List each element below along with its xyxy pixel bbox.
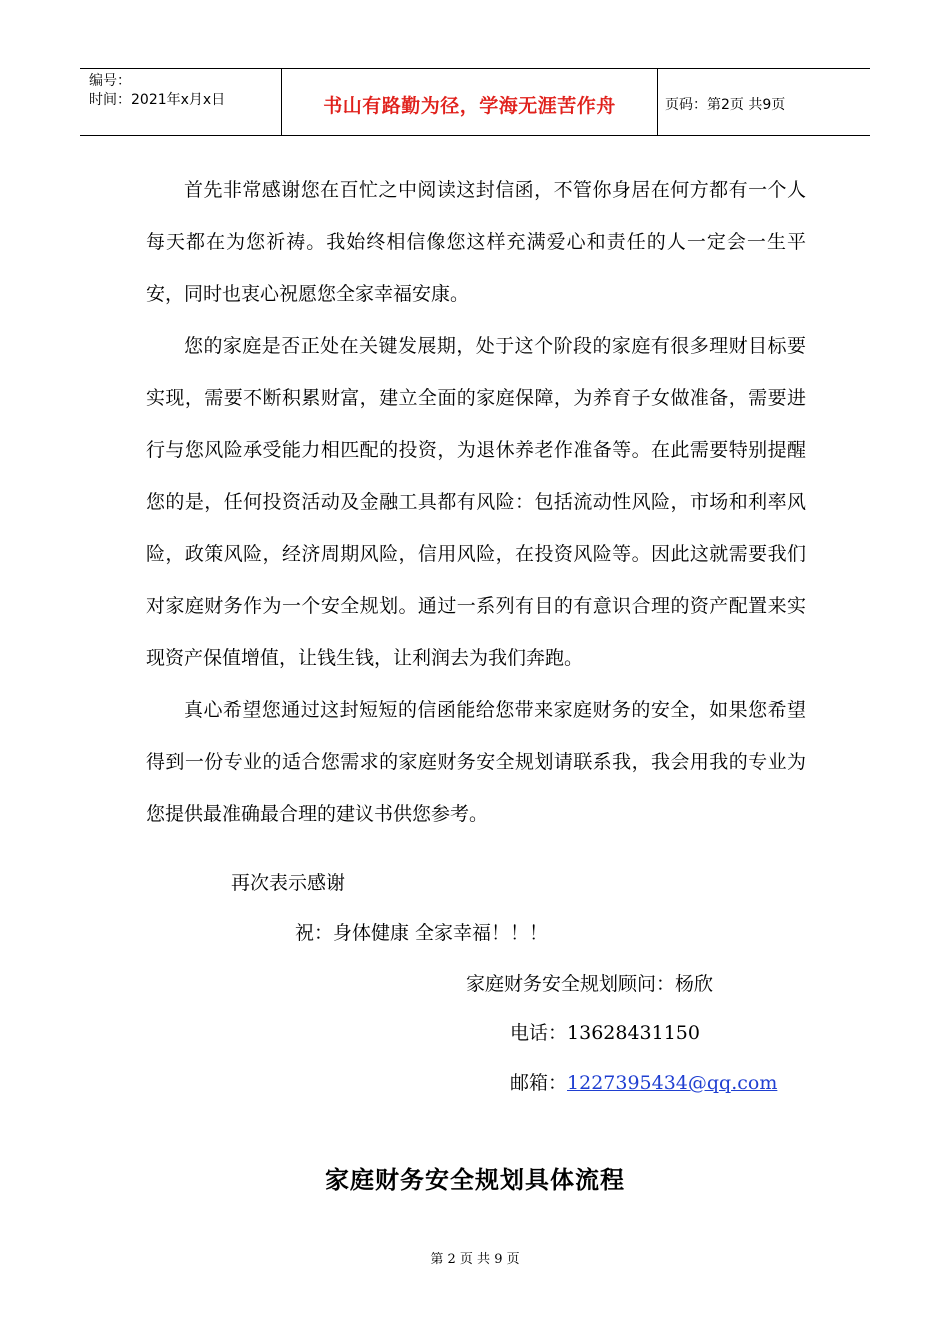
email-line bbox=[510, 1070, 777, 1096]
paragraph-1: 首先非常感谢您在百忙之中阅读这封信函，不管你身居在何方都有一个人每天都在为您祈祷。我始终相信像您这样充满爱心和责任的人一定会一生平安，同时也衷心祝愿您全家幸福安康。 bbox=[146, 179, 806, 305]
closing-wish: 祝：身体健康 全家幸福！！！ bbox=[295, 922, 549, 944]
paragraph-3: 真心希望您通过这封短短的信函能给您带来家庭财务的安全，如果您希望得到一份专业的适合您需求的家庭财务安全规划请联系我，我会用我的专业为您提供最准确最合理的建议书供您参考。 bbox=[146, 699, 806, 825]
phone-line bbox=[510, 1020, 700, 1046]
email-label: 邮箱： bbox=[510, 1072, 568, 1094]
header-meta bbox=[80, 69, 282, 135]
number-label: 编号： bbox=[89, 73, 131, 89]
section-title: 家庭财务安全规划具体流程 bbox=[325, 1165, 625, 1194]
time-label: 时间：2021年x月x日 bbox=[89, 92, 226, 108]
closing-thanks: 再次表示感谢 bbox=[231, 872, 346, 894]
header-page-info: 页码：第2页 共9页 bbox=[665, 97, 786, 113]
phone-label: 电话： bbox=[510, 1022, 568, 1044]
email-link[interactable]: 1227395434@qq.com bbox=[567, 1072, 778, 1094]
letter-body bbox=[146, 164, 806, 840]
advisor-name: 家庭财务安全规划顾问：杨欣 bbox=[466, 973, 714, 995]
paragraph-2: 您的家庭是否正处在关键发展期，处于这个阶段的家庭有很多理财目标要实现，需要不断积累财富，建立全面的家庭保障，为养育子女做准备，需要进行与您风险承受能力相匹配的投资，为退休养老作准备等。在此需要特别提醒您的是，任何投资活动及金融工具都有风险：包括流动性风险，市场和利率风险，政策风险，经济周期风险，信用风险，在投资风险等。因此这就需要我们对家庭财务作为一个安全规划。通过一系列有目的有意识合理的资产配置来实现资产保值增值，让钱生钱，让利润去为我们奔跑。 bbox=[146, 335, 806, 669]
phone-number: 13628431150 bbox=[567, 1022, 700, 1044]
page-header bbox=[80, 68, 870, 136]
page-footer: 第 2 页 共 9 页 bbox=[430, 1252, 520, 1267]
header-motto: 书山有路勤为径，学海无涯苦作舟 bbox=[282, 69, 658, 135]
